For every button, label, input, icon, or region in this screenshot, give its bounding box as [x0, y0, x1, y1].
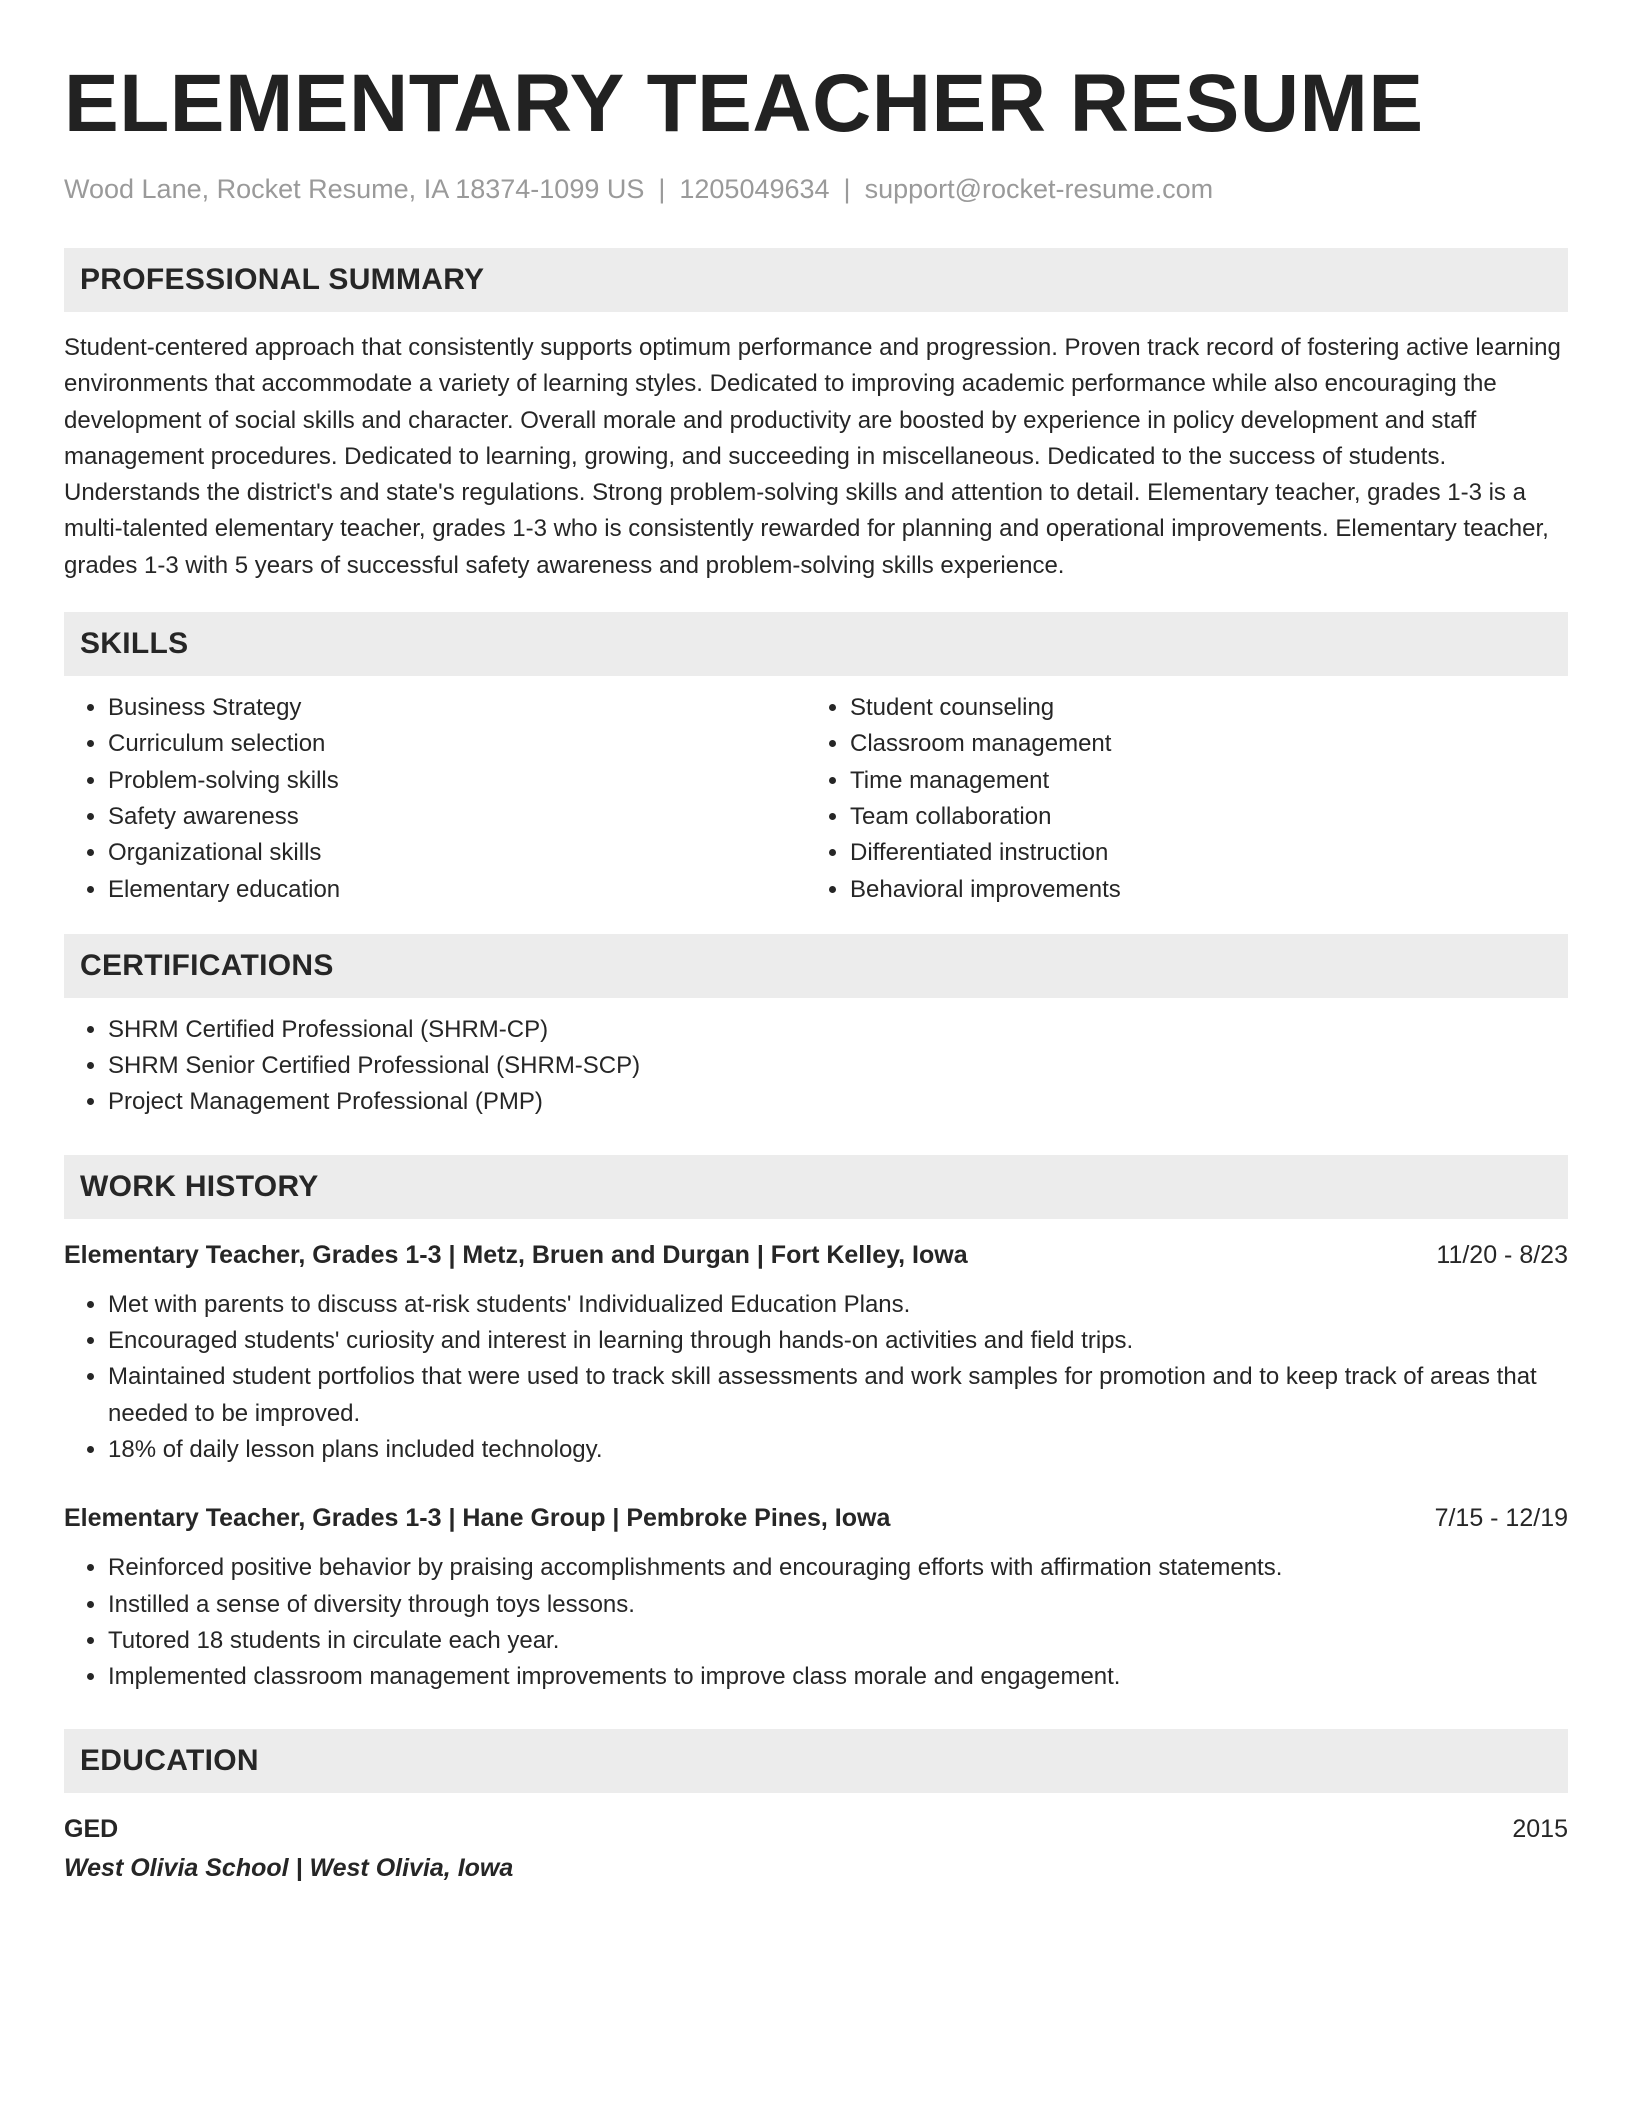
section-header-work-history: WORK HISTORY	[64, 1155, 1568, 1219]
skill-item: • Team collaboration	[850, 799, 1548, 835]
section-header-summary: PROFESSIONAL SUMMARY	[64, 248, 1568, 312]
resume-title: ELEMENTARY TEACHER RESUME	[64, 58, 1424, 149]
skills-column-left	[64, 690, 806, 908]
job-bullet: • Instilled a sense of diversity through toys lessons.	[108, 1587, 1568, 1623]
skills-list-right	[806, 690, 1548, 908]
skill-item: • Differentiated instruction	[850, 835, 1548, 871]
certification-item: • SHRM Senior Certified Professional (SHRM-SCP)	[108, 1048, 1568, 1084]
section-header-skills: SKILLS	[64, 612, 1568, 676]
skill-item: • Business Strategy	[108, 690, 806, 726]
job-bullet: • Met with parents to discuss at-risk students' Individualized Education Plans.	[108, 1287, 1568, 1323]
contact-address: Wood Lane, Rocket Resume, IA 18374-1099 US	[64, 174, 645, 204]
job-bullet: • Encouraged students' curiosity and interest in learning through hands-on activities and field trips.	[108, 1323, 1568, 1359]
skill-item: • Safety awareness	[108, 799, 806, 835]
job-header	[64, 1237, 1568, 1273]
skills-column-right	[806, 690, 1548, 908]
skill-item: • Behavioral improvements	[850, 872, 1548, 908]
job-dates: 7/15 - 12/19	[1434, 1504, 1568, 1533]
job-bullet: • Tutored 18 students in circulate each year.	[108, 1623, 1568, 1659]
job-header	[64, 1500, 1568, 1536]
education-entry	[64, 1811, 1568, 1886]
job-title: Elementary Teacher, Grades 1-3 | Metz, Bruen and Durgan | Fort Kelley, Iowa	[64, 1240, 968, 1269]
job-dates: 11/20 - 8/23	[1436, 1240, 1568, 1269]
job-bullets	[64, 1287, 1568, 1468]
job-entry	[64, 1500, 1568, 1695]
job-title: Elementary Teacher, Grades 1-3 | Hane Group | Pembroke Pines, Iowa	[64, 1504, 891, 1533]
skills-list-left	[64, 690, 806, 908]
skill-item: • Curriculum selection	[108, 726, 806, 762]
section-header-education: EDUCATION	[64, 1729, 1568, 1793]
skill-item: • Student counseling	[850, 690, 1548, 726]
job-bullet: • Maintained student portfolios that were used to track skill assessments and work samples for promotion and to keep track of areas that needed to be improved.	[108, 1359, 1568, 1432]
contact-line	[64, 172, 1568, 206]
skill-item: • Organizational skills	[108, 835, 806, 871]
education-header	[64, 1811, 1568, 1847]
education-degree: GED	[64, 1815, 119, 1844]
education-year: 2015	[1512, 1815, 1568, 1844]
skill-item: • Classroom management	[850, 726, 1548, 762]
skill-item: • Problem-solving skills	[108, 763, 806, 799]
skill-item: • Time management	[850, 763, 1548, 799]
contact-email: support@rocket-resume.com	[864, 174, 1214, 204]
job-bullet: • Implemented classroom management improvements to improve class morale and engagement.	[108, 1659, 1568, 1695]
skills-grid	[64, 690, 1568, 908]
section-header-certifications: CERTIFICATIONS	[64, 934, 1568, 998]
contact-phone: 1205049634	[679, 174, 830, 204]
job-bullet: • 18% of daily lesson plans included technology.	[108, 1432, 1568, 1468]
contact-separator: |	[658, 174, 666, 204]
skill-item: • Elementary education	[108, 872, 806, 908]
job-bullets	[64, 1550, 1568, 1695]
job-bullet: • Reinforced positive behavior by praising accomplishments and encouraging efforts with affirmation statements.	[108, 1550, 1568, 1586]
job-entry	[64, 1237, 1568, 1468]
education-school: West Olivia School | West Olivia, Iowa	[64, 1854, 514, 1883]
certifications-list	[64, 1012, 1568, 1121]
certification-item: • Project Management Professional (PMP)	[108, 1084, 1568, 1120]
contact-separator: |	[843, 174, 851, 204]
certification-item: • SHRM Certified Professional (SHRM-CP)	[108, 1012, 1568, 1048]
summary-text: Student-centered approach that consistently supports optimum performance and progression. Proven track record of fostering active learning environments that accommodate a variety of learning styles. Dedicated to improving academic performance while also encouraging the development of social skills and character. Overall morale and productivity are boosted by experience in policy development and staff management procedures. Dedicated to learning, growing, and succeeding in miscellaneous. Dedicated to the success of students. Understands the district's and state's regulations. Strong problem-solving skills and attention to detail. Elementary teacher, grades 1-3 is a multi-talented elementary teacher, grades 1-3 who is consistently rewarded for planning and operational improvements. Elementary teacher, grades 1-3 with 5 years of successful safety awareness and problem-solving skills experience.	[64, 334, 1561, 579]
